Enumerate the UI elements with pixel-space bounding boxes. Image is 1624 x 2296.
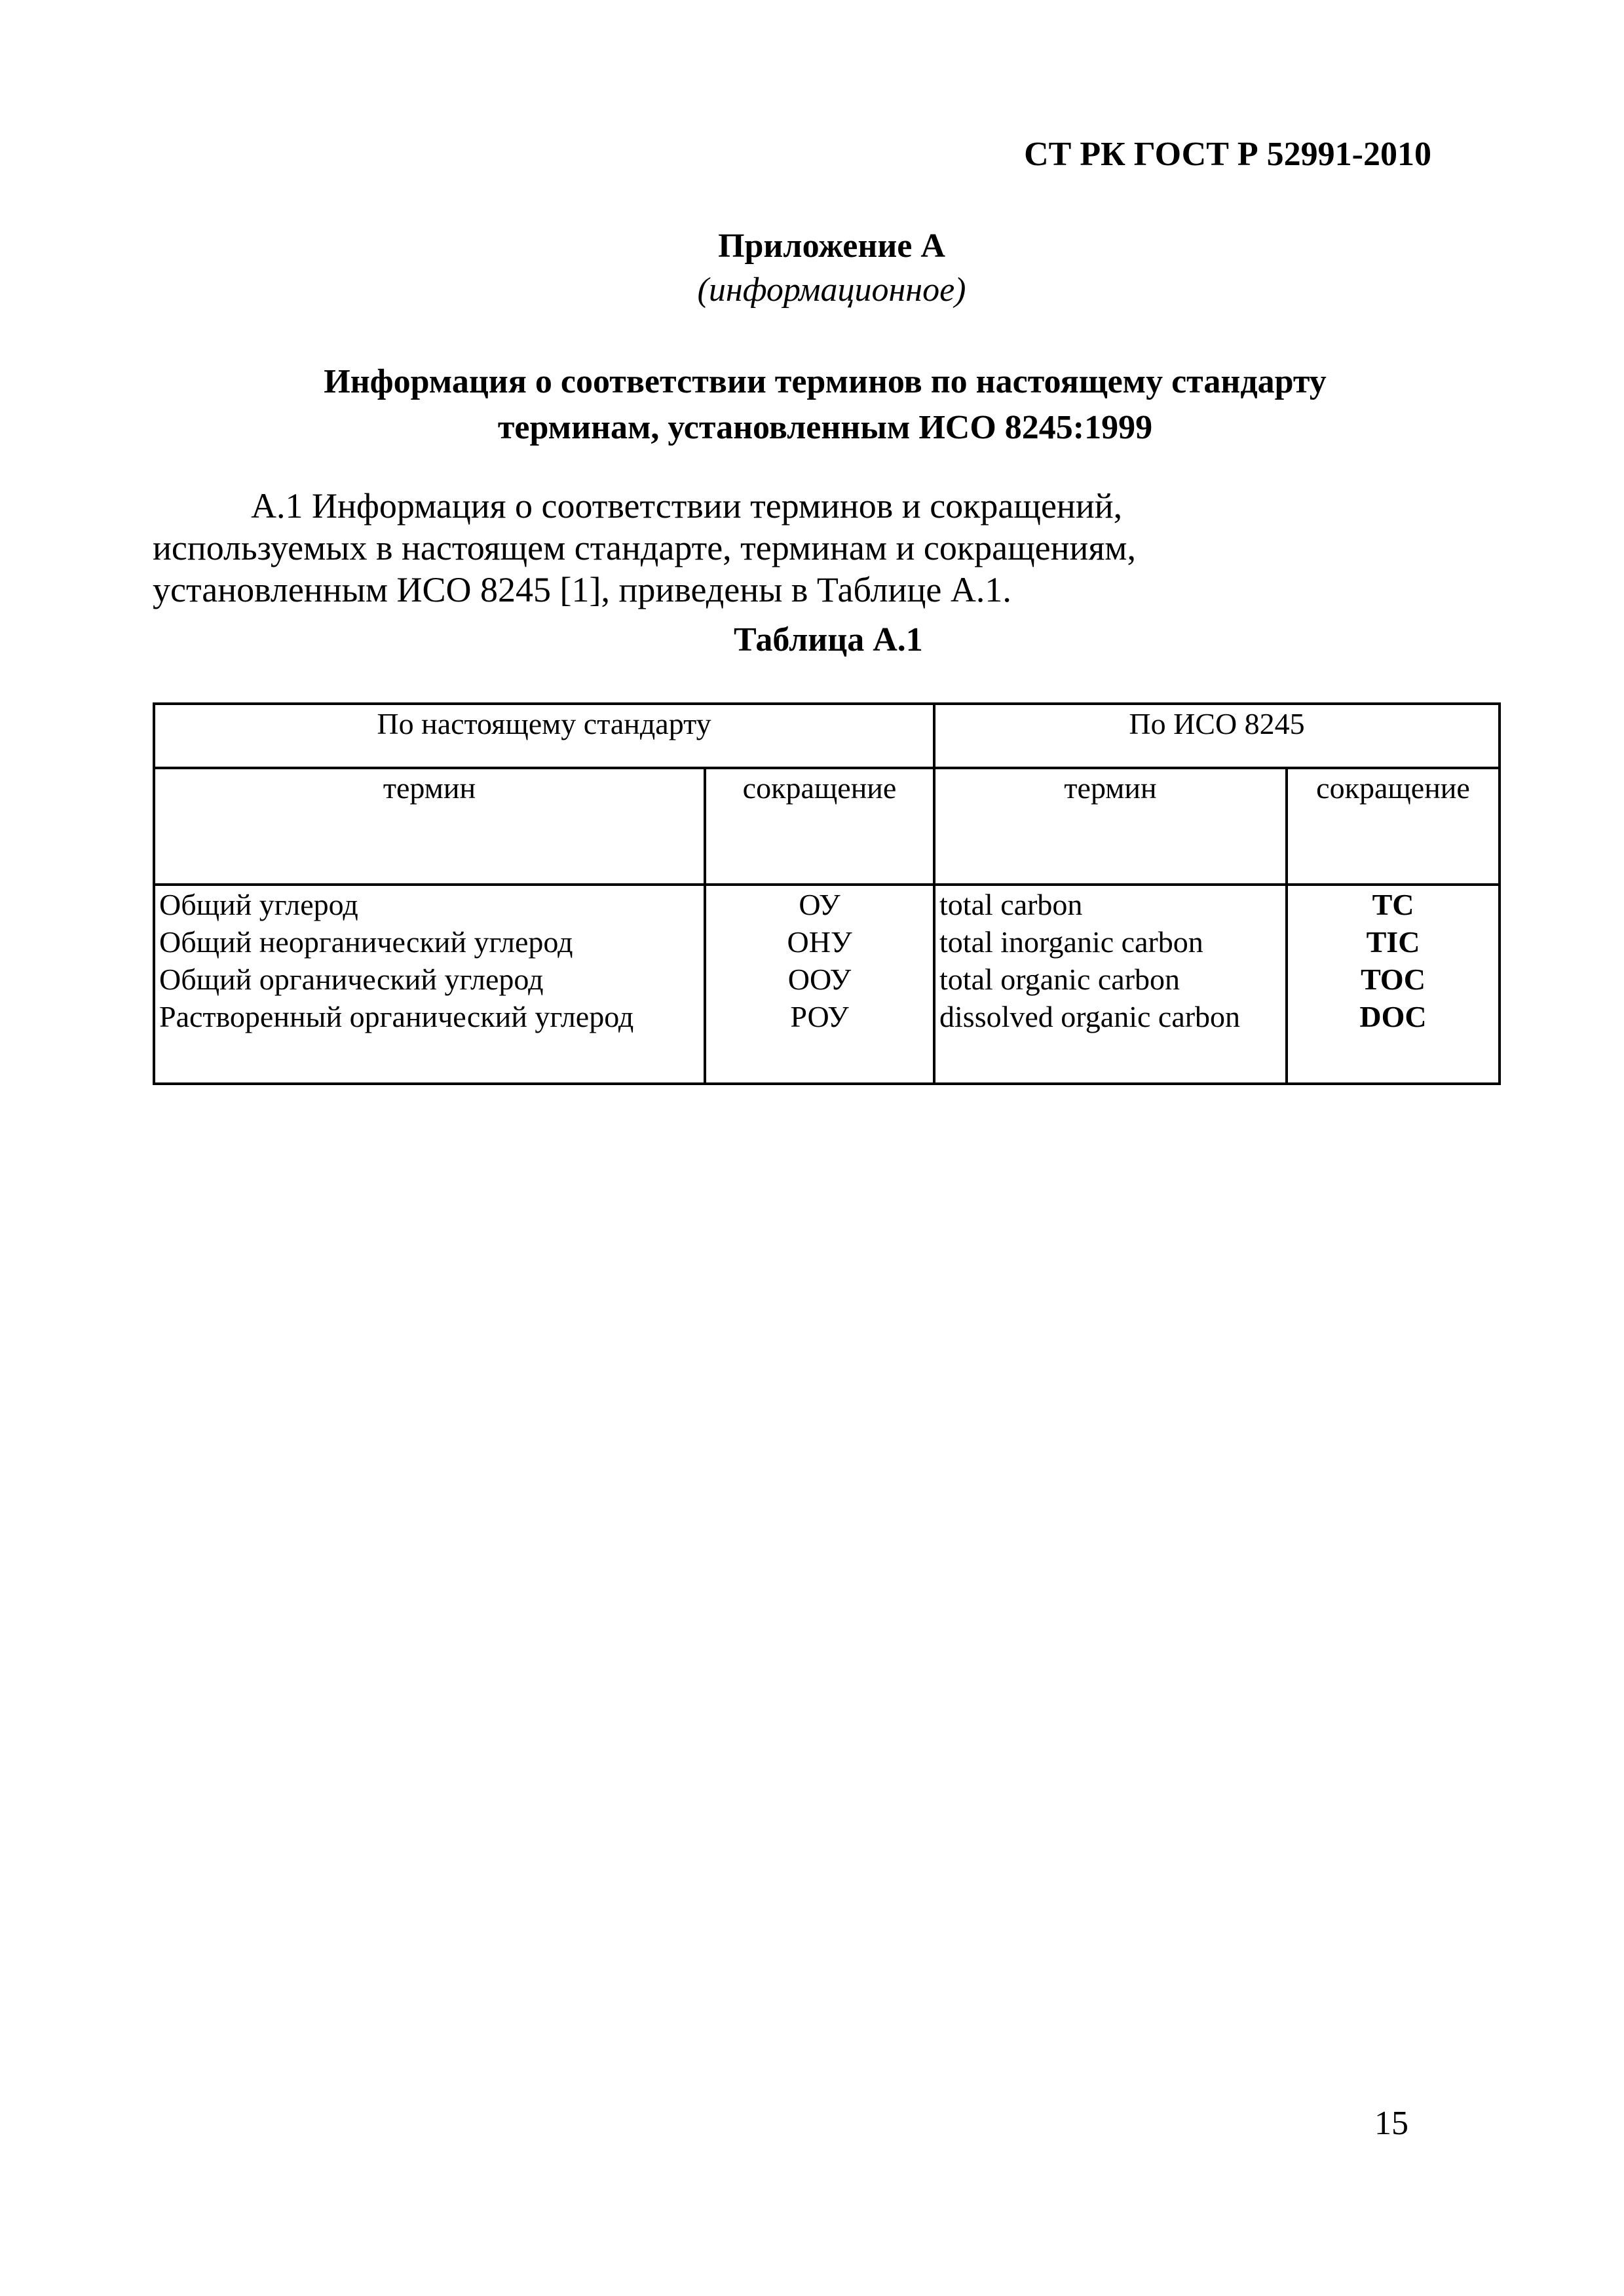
table-group-header-row: [154, 704, 1500, 768]
group-header-iso: По ИСО 8245: [934, 704, 1500, 768]
column-header-ru-abbreviation: сокращение: [705, 768, 934, 885]
table-caption: Таблица А.1: [734, 621, 923, 659]
en-abbreviation: TIC: [1366, 925, 1420, 959]
table-row: [154, 885, 1500, 1084]
en-abbreviation: DOC: [1359, 1000, 1427, 1033]
paragraph-line-1: А.1 Информация о соответствии терминов и сокращений,: [251, 486, 1123, 526]
column-header-en-abbreviation: сокращение: [1287, 768, 1500, 885]
en-term: total carbon: [939, 888, 1083, 921]
ru-terms-cell: [154, 885, 705, 1084]
ru-term: Общий неорганический углерод: [159, 925, 573, 959]
group-header-this-standard: По настоящему стандарту: [154, 704, 934, 768]
document-code: СТ РК ГОСТ Р 52991-2010: [1024, 136, 1431, 173]
en-abbreviations-cell: [1287, 885, 1500, 1084]
annex-title: Приложение А: [718, 227, 945, 265]
en-terms-cell: [934, 885, 1287, 1084]
ru-abbreviation: ОУ: [799, 888, 840, 921]
ru-abbreviations-cell: [705, 885, 934, 1084]
column-header-ru-term: термин: [154, 768, 705, 885]
en-term: dissolved organic carbon: [939, 1000, 1241, 1033]
ru-term: Общий углерод: [159, 888, 358, 921]
en-term: total inorganic carbon: [939, 925, 1203, 959]
annex-heading: [13, 359, 1624, 451]
annex-heading-line-1: Информация о соответствии терминов по настоящему стандарту: [324, 363, 1327, 400]
en-abbreviation: TOC: [1361, 963, 1426, 996]
en-term: total organic carbon: [939, 963, 1180, 996]
ru-abbreviation: РОУ: [790, 1000, 849, 1033]
ru-term: Растворенный органический углерод: [159, 1000, 634, 1033]
en-abbreviation: TC: [1372, 888, 1414, 921]
table-column-header-row: [154, 768, 1500, 885]
column-header-en-term: термин: [934, 768, 1287, 885]
terms-table: [153, 702, 1501, 1085]
annex-heading-line-2: терминам, установленным ИСО 8245:1999: [497, 409, 1153, 446]
page-number: 15: [1374, 2105, 1408, 2142]
intro-paragraph: [153, 485, 1136, 611]
annex-subtitle: (информационное): [697, 271, 966, 309]
ru-abbreviation: ООУ: [787, 963, 852, 996]
ru-term: Общий органический углерод: [159, 963, 544, 996]
ru-abbreviation: ОНУ: [787, 925, 852, 959]
paragraph-line-3: установленным ИСО 8245 [1], приведены в Таблице А.1.: [153, 570, 1011, 609]
paragraph-line-2: используемых в настоящем стандарте, терминам и сокращениям,: [153, 528, 1136, 567]
